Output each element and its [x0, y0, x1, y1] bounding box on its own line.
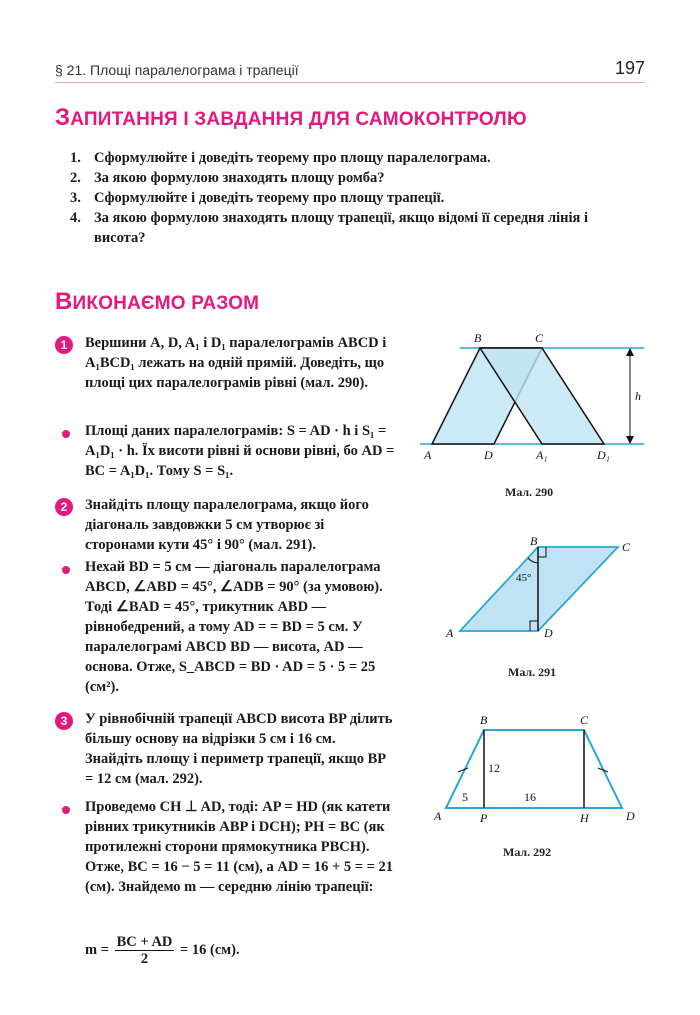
- label-c: C: [535, 331, 544, 345]
- list-item: 1. Сформулюйте і доведіть теорему про площу паралелограма.: [70, 150, 491, 166]
- arrow-up-icon: [626, 348, 634, 356]
- problem-number-3: 3: [55, 712, 73, 730]
- selfcheck-list: [70, 148, 650, 248]
- label-d1: D₁: [597, 448, 610, 462]
- list-item: 4. За якою формулою знаходять площу трапеції, якщо відомі її середня лінія і висота?: [70, 210, 589, 246]
- label-p: P: [480, 811, 488, 825]
- label-d: D: [484, 448, 493, 462]
- header-divider: [55, 82, 645, 83]
- label-b: B: [474, 331, 482, 345]
- figure-291-caption: Мал. 291: [508, 665, 557, 679]
- label-h: h: [635, 389, 641, 403]
- problem-2-task: Знайдіть площу паралелограма, якщо його діагональ завдовжки 5 см утворює зі сторонами кути 45° і 90° (мал. 291).: [85, 497, 369, 553]
- problem-1-task: Вершини A, D, A₁ і D₁ паралелограмів ABCD і A₁BCD₁ лежать на одній прямій. Доведіть, що площі цих паралелограмів рівні (мал. 290).: [85, 335, 387, 391]
- problem-number-1: 1: [55, 336, 73, 354]
- label-h: H: [580, 811, 589, 825]
- figure-290: [412, 330, 652, 465]
- problem-3-task: У рівнобічній трапеції ABCD висота BP ділить більшу основу на відрізки 5 см і 16 см. Знайдіть площу і периметр трапеції, якщо BP = 12 см (мал. 292).: [85, 711, 393, 787]
- bullet-icon: [62, 806, 70, 814]
- problem-1-solution: Площі даних паралелограмів: S = AD · h і S₁ = A₁D₁ · h. Їх висоти рівні й основи рівні, бо AD = BC = A₁D₁. Тому S = S₁.: [85, 423, 395, 479]
- label-d: D: [626, 809, 635, 823]
- together-heading: ВИКОНАЄМО РАЗОМ: [55, 288, 260, 315]
- label-c: C: [580, 713, 589, 727]
- figure-291: [440, 535, 640, 645]
- page-number: 197: [614, 58, 645, 78]
- label-a: A: [434, 809, 442, 823]
- label-c: C: [622, 540, 631, 554]
- bullet-icon: [62, 566, 70, 574]
- section-title: § 21. Площі паралелограма і трапеції: [55, 62, 299, 78]
- selfcheck-heading: ЗАПИТАННЯ І ЗАВДАННЯ ДЛЯ САМОКОНТРОЛЮ: [55, 104, 527, 131]
- label-angle: 45°: [516, 572, 532, 584]
- label-a1: A₁: [536, 448, 548, 462]
- list-item: 3. Сформулюйте і доведіть теорему про площу трапеції.: [70, 190, 445, 206]
- figure-292: [430, 712, 640, 832]
- label-a: A: [446, 626, 454, 640]
- label-d: D: [544, 626, 553, 640]
- figure-292-caption: Мал. 292: [503, 845, 552, 859]
- label-a: A: [424, 448, 432, 462]
- label-right-segment: 16: [524, 790, 536, 804]
- figure-290-caption: Мал. 290: [505, 485, 554, 499]
- arrow-down-icon: [626, 436, 634, 444]
- page-header: [55, 58, 645, 82]
- problem-number-2: 2: [55, 498, 73, 516]
- label-left-segment: 5: [462, 790, 468, 804]
- parallelogram-abcd: [460, 547, 618, 631]
- midline-formula: m = $\frac{BC + AD}{2}$ = 16 (см).: [85, 934, 240, 967]
- label-b: B: [530, 535, 538, 548]
- label-height: 12: [488, 761, 500, 775]
- bullet-icon: [62, 430, 70, 438]
- problem-2-solution: Нехай BD = 5 см — діагональ паралелограма ABCD, ∠ABD = 45°, ∠ADB = 90° (за умовою). Тоді ∠BAD = 45°, трикутник ABD — рівнобедрений, а тому AD = = BD = 5 см. У паралелограмі ABCD BD — висота, AD — основа. Отже, S_ABCD = BD · AD = 5 · 5 = 25 (см²).: [85, 559, 383, 695]
- label-b: B: [480, 713, 488, 727]
- list-item: 2. За якою формулою знаходять площу ромба?: [70, 170, 385, 186]
- problem-3-solution: Проведемо CH ⊥ AD, тоді: AP = HD (як катети рівних трикутників ABP і DCH); PH = BC (як протилежні сторони прямокутника PBCH). Отже, BC = 16 − 5 = 11 (см), а AD = 16 + 5 = = 21 (см). Знайдемо m — середню лінію трапеції:: [85, 799, 394, 895]
